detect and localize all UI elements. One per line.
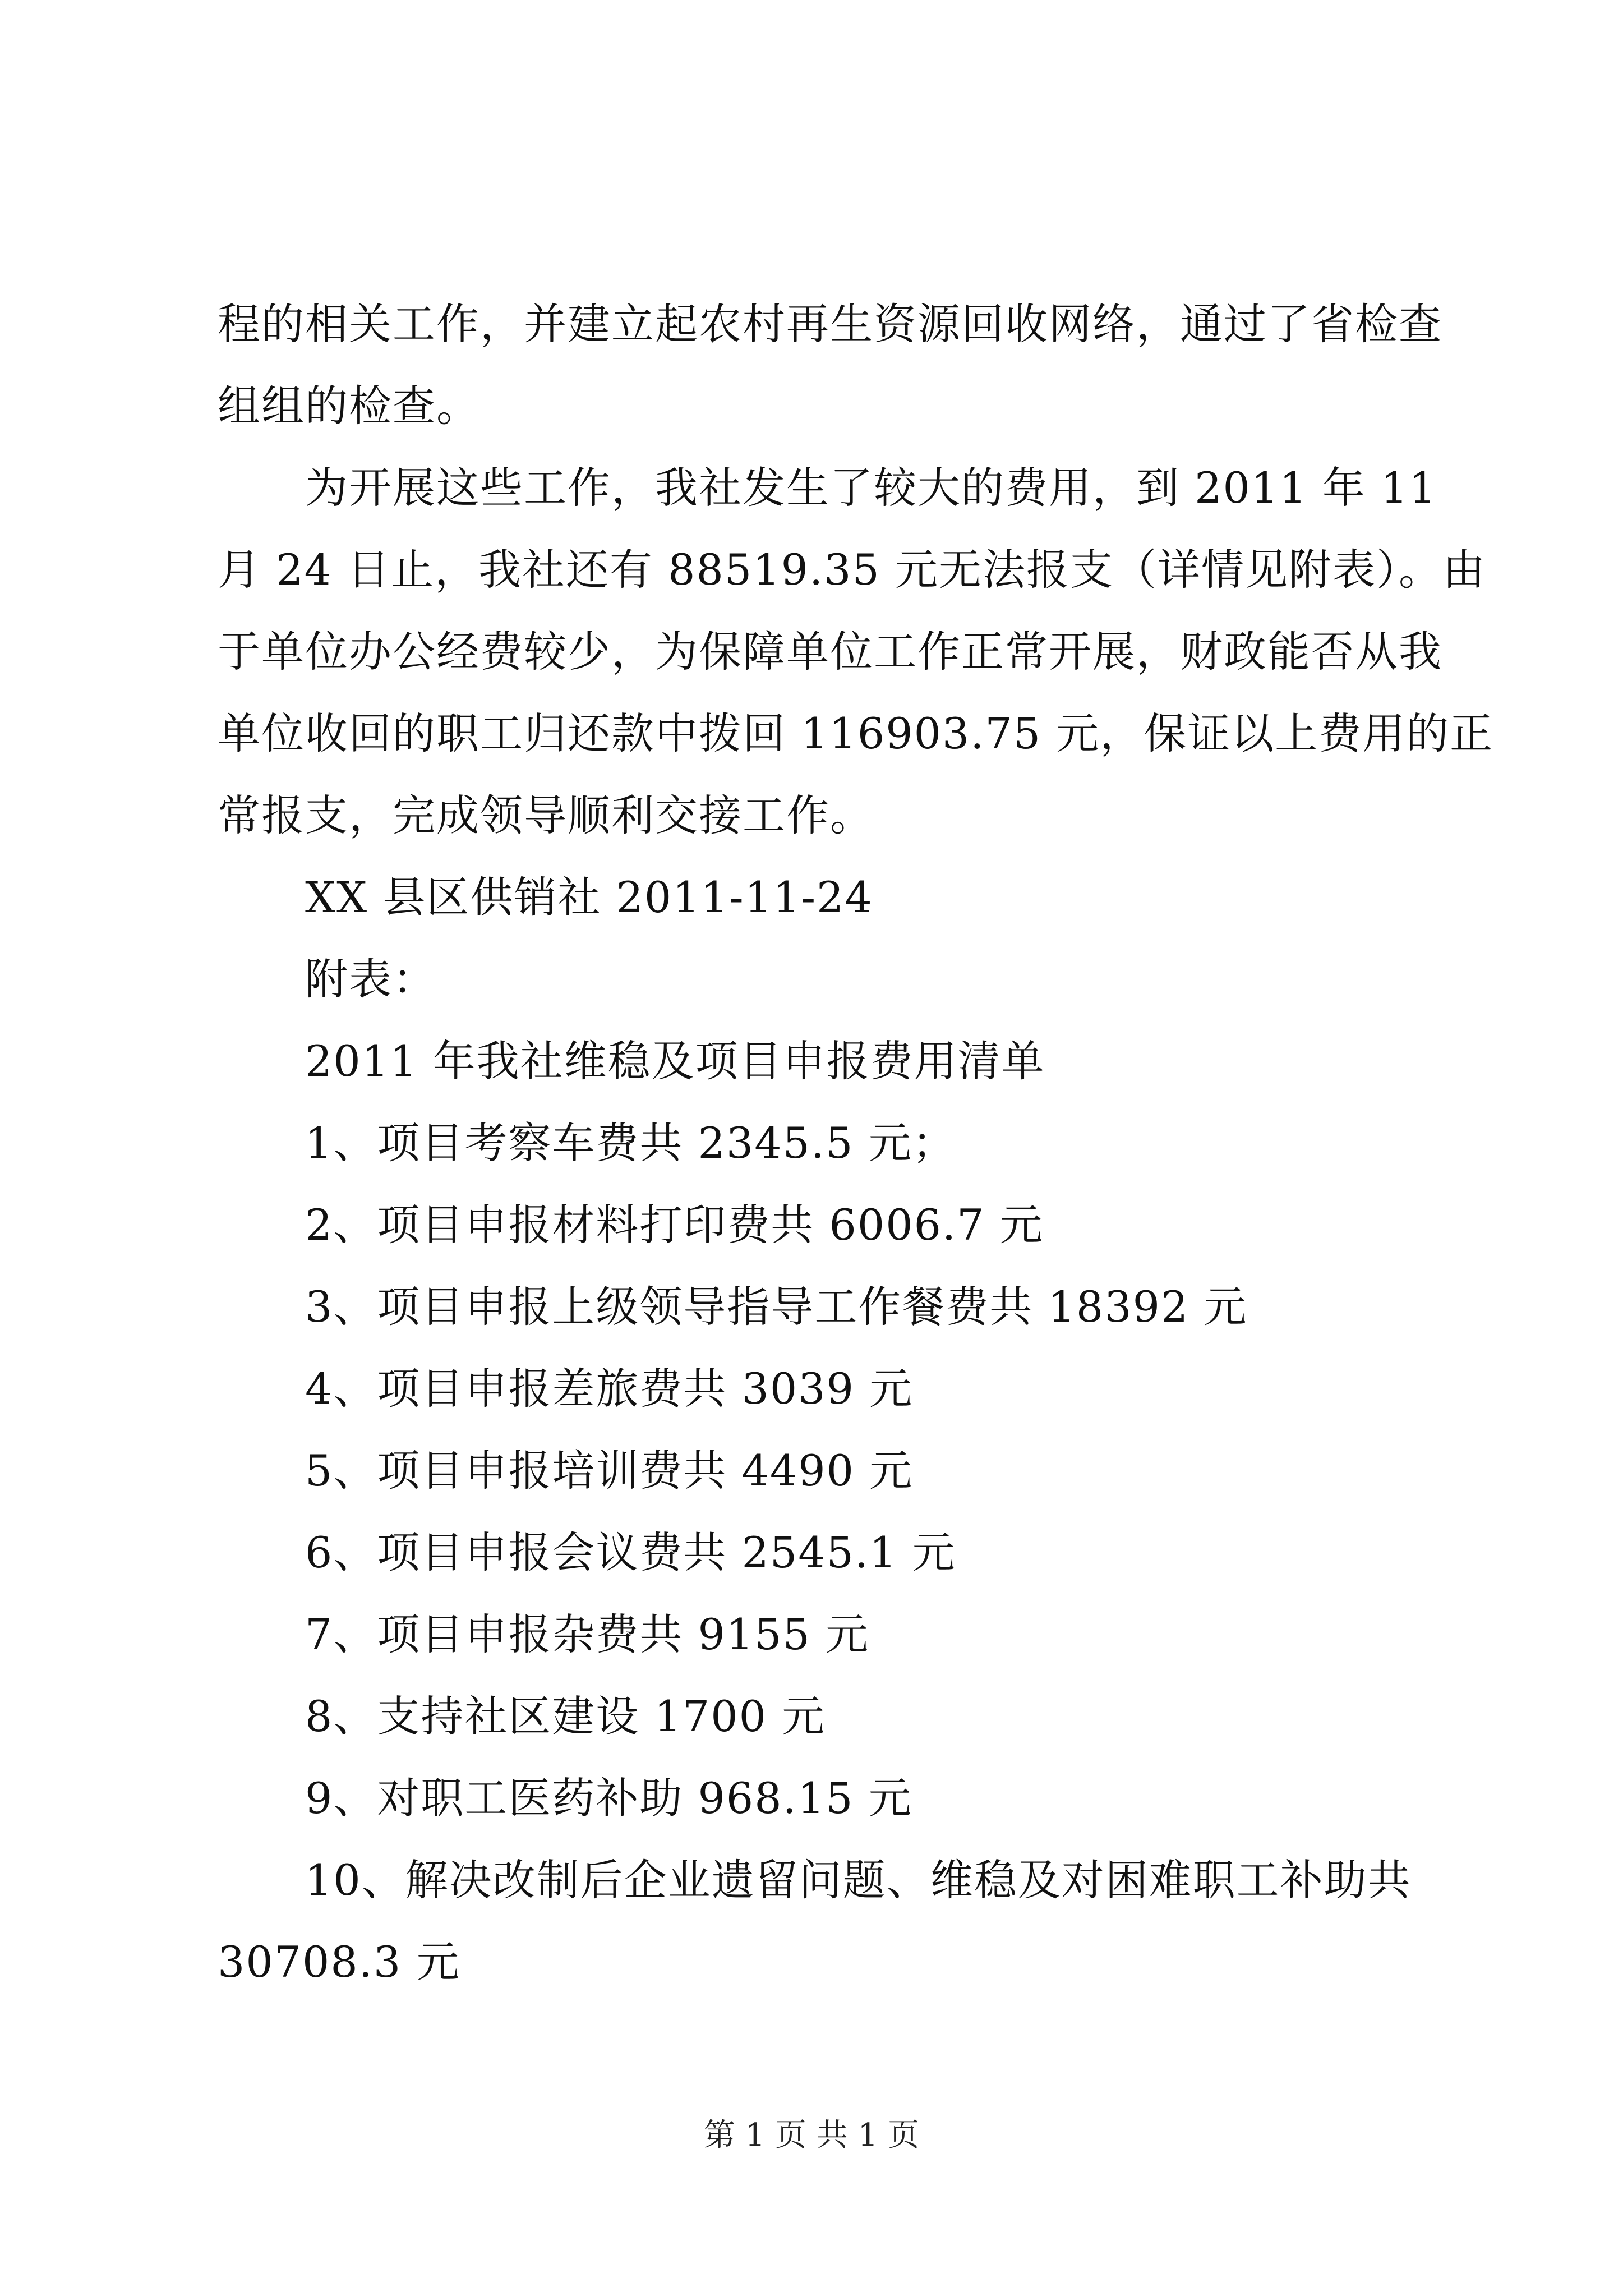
list-item-continuation: 30708.3 元	[218, 1937, 460, 1987]
document-body	[218, 283, 1494, 2003]
appendix-label: 附表：	[305, 954, 436, 1004]
list-item: 10、解决改制后企业遗留问题、维稳及对困难职工补助共	[305, 1855, 1412, 1905]
list-item: 1、项目考察车费共 2345.5 元；	[305, 1118, 956, 1168]
page-number-footer: 第 1 页 共 1 页	[703, 2117, 920, 2154]
list-item: 3、项目申报上级领导指导工作餐费共 18392 元	[305, 1282, 1248, 1332]
body-line-4: 月 24 日止，我社还有 88519.35 元无法报支（详情见附表）。由	[218, 545, 1486, 595]
list-item: 5、项目申报培训费共 4490 元	[305, 1446, 914, 1496]
body-line-6: 单位收回的职工归还款中拨回 116903.75 元，保证以上费用的正	[218, 708, 1494, 758]
list-item: 6、项目申报会议费共 2545.1 元	[305, 1527, 956, 1577]
body-line-5: 于单位办公经费较少，为保障单位工作正常开展，财政能否从我	[218, 627, 1442, 677]
body-line-2: 组组的检查。	[218, 381, 480, 431]
list-item: 4、项目申报差旅费共 3039 元	[305, 1364, 914, 1414]
list-item: 8、支持社区建设 1700 元	[305, 1691, 826, 1741]
list-item: 2、项目申报材料打印费共 6006.7 元	[305, 1200, 1044, 1250]
list-item: 9、对职工医药补助 968.15 元	[305, 1773, 912, 1823]
body-line-3: 为开展这些工作，我社发生了较大的费用，到 2011 年 11	[305, 463, 1437, 513]
appendix-title: 2011 年我社维稳及项目申报费用清单	[305, 1036, 1045, 1086]
signature-line: XX 县区供销社 2011-11-24	[305, 872, 873, 922]
list-item: 7、项目申报杂费共 9155 元	[305, 1609, 870, 1659]
body-line-1: 程的相关工作，并建立起农村再生资源回收网络，通过了省检查	[218, 299, 1442, 349]
body-line-7: 常报支，完成领导顺利交接工作。	[218, 790, 874, 840]
